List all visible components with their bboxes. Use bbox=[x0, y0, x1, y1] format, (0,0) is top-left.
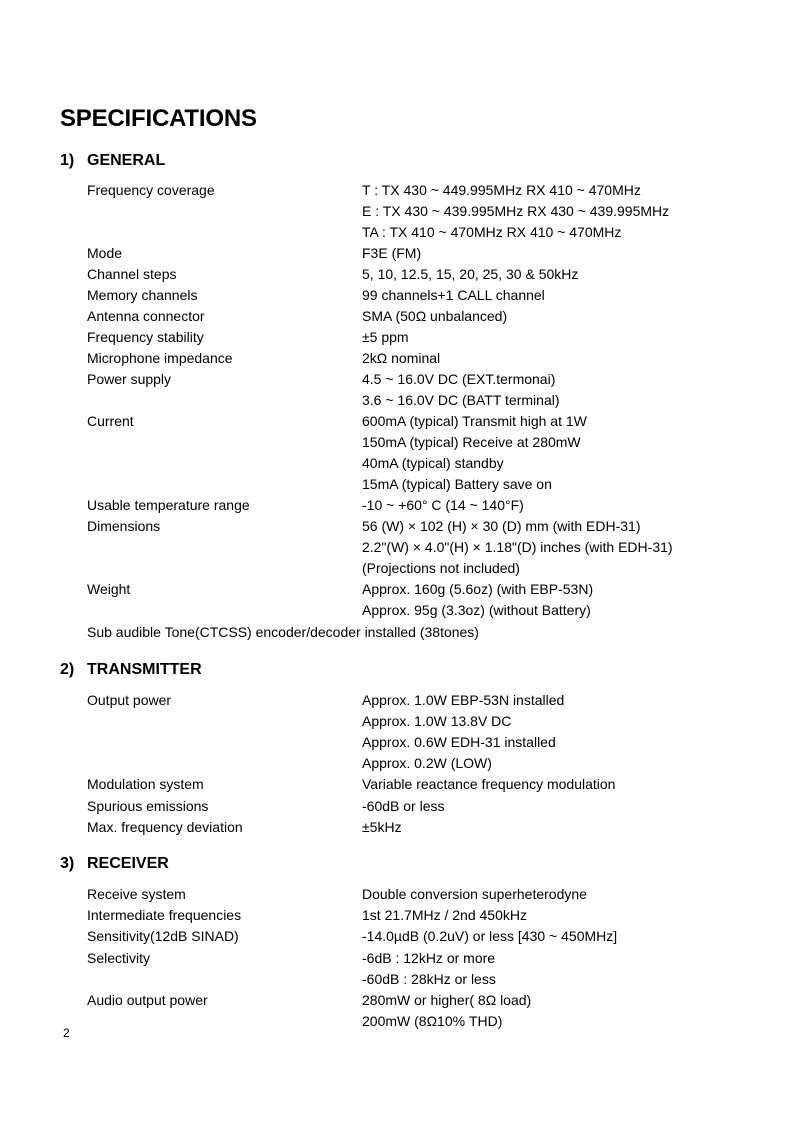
spec-value: Approx. 0.6W EDH-31 installed bbox=[362, 734, 556, 751]
spec-label: Dimensions bbox=[87, 518, 161, 534]
spec-value: 56 (W) × 102 (H) × 30 (D) mm (with EDH-31) bbox=[362, 518, 641, 534]
section-title: GENERAL bbox=[87, 152, 166, 169]
section-heading-receiver bbox=[60, 855, 169, 873]
spec-value: 600mA (typical) Transmit high at 1W bbox=[362, 413, 587, 429]
spec-value: 4.5 ~ 16.0V DC (EXT.termonai) bbox=[362, 371, 556, 387]
spec-value: 1st 21.7MHz / 2nd 450kHz bbox=[362, 907, 527, 924]
spec-value: 40mA (typical) standby bbox=[362, 455, 504, 471]
spec-value: 2kΩ nominal bbox=[362, 350, 441, 366]
spec-label: Mode bbox=[87, 245, 123, 261]
spec-value: -14.0µdB (0.2uV) or less [430 ~ 450MHz] bbox=[362, 928, 618, 945]
spec-label: Power supply bbox=[87, 371, 172, 387]
spec-label: Spurious emissions bbox=[87, 797, 209, 814]
section-number: 1) bbox=[60, 152, 75, 169]
spec-value: 200mW (8Ω10% THD) bbox=[362, 1013, 503, 1030]
spec-label: Memory channels bbox=[87, 287, 198, 303]
spec-label: Modulation system bbox=[87, 776, 204, 793]
page-number: 2 bbox=[63, 1026, 70, 1040]
spec-label: Receive system bbox=[87, 886, 186, 902]
spec-value: -6dB : 12kHz or more bbox=[362, 949, 496, 966]
page-title: SPECIFICATIONS bbox=[60, 105, 257, 132]
section-heading-general bbox=[60, 152, 165, 170]
spec-value: 5, 10, 12.5, 15, 20, 25, 30 & 50kHz bbox=[362, 266, 579, 282]
spec-label: Weight bbox=[87, 581, 131, 597]
spec-value: Approx. 160g (5.6oz) (with EBP-53N) bbox=[362, 581, 594, 597]
spec-value: Approx. 1.0W EBP-53N installed bbox=[362, 692, 565, 708]
spec-value: Approx. 0.2W (LOW) bbox=[362, 755, 492, 772]
spec-label: Audio output power bbox=[87, 992, 208, 1008]
spec-label: Max. frequency deviation bbox=[87, 818, 243, 835]
spec-label: Output power bbox=[87, 692, 172, 708]
spec-label: Selectivity bbox=[87, 949, 151, 966]
spec-value: T : TX 430 ~ 449.995MHz RX 410 ~ 470MHz bbox=[362, 182, 641, 198]
section-heading-transmitter bbox=[60, 661, 202, 679]
section-title: TRANSMITTER bbox=[87, 661, 202, 678]
spec-label: Frequency coverage bbox=[87, 182, 215, 198]
spec-value: (Projections not included) bbox=[362, 560, 520, 576]
spec-note: Sub audible Tone(CTCSS) encoder/decoder installed (38tones) bbox=[87, 624, 479, 640]
spec-value: 3.6 ~ 16.0V DC (BATT terminal) bbox=[362, 392, 560, 408]
spec-value: SMA (50Ω unbalanced) bbox=[362, 308, 508, 324]
spec-label: Antenna connector bbox=[87, 308, 205, 324]
spec-label: Microphone impedance bbox=[87, 350, 233, 366]
spec-value: -60dB or less bbox=[362, 797, 445, 814]
spec-value: 280mW or higher( 8Ω load) bbox=[362, 992, 532, 1008]
spec-value: 99 channels+1 CALL channel bbox=[362, 287, 545, 303]
spec-value: ±5 ppm bbox=[362, 329, 409, 345]
spec-value: TA : TX 410 ~ 470MHz RX 410 ~ 470MHz bbox=[362, 224, 622, 240]
spec-value: 15mA (typical) Battery save on bbox=[362, 476, 552, 492]
spec-label: Usable temperature range bbox=[87, 497, 250, 513]
spec-label: Intermediate frequencies bbox=[87, 907, 242, 924]
spec-value: 2.2"(W) × 4.0"(H) × 1.18"(D) inches (with EDH-31) bbox=[362, 539, 673, 555]
spec-label: Current bbox=[87, 413, 134, 429]
spec-value: Variable reactance frequency modulation bbox=[362, 776, 616, 793]
spec-label: Channel steps bbox=[87, 266, 177, 282]
spec-value: Approx. 1.0W 13.8V DC bbox=[362, 713, 512, 730]
spec-value: Approx. 95g (3.3oz) (without Battery) bbox=[362, 602, 591, 618]
spec-value: 150mA (typical) Receive at 280mW bbox=[362, 434, 581, 450]
section-title: RECEIVER bbox=[87, 855, 169, 872]
spec-value: E : TX 430 ~ 439.995MHz RX 430 ~ 439.995MHz bbox=[362, 203, 670, 219]
section-number: 2) bbox=[60, 661, 75, 678]
spec-label: Frequency stability bbox=[87, 329, 204, 345]
spec-value: -60dB : 28kHz or less bbox=[362, 970, 496, 987]
spec-value: F3E (FM) bbox=[362, 245, 422, 261]
spec-value: -10 ~ +60° C (14 ~ 140°F) bbox=[362, 497, 524, 513]
section-number: 3) bbox=[60, 855, 75, 872]
spec-value: ±5kHz bbox=[362, 818, 402, 835]
spec-label: Sensitivity(12dB SINAD) bbox=[87, 928, 239, 945]
spec-value: Double conversion superheterodyne bbox=[362, 886, 587, 902]
